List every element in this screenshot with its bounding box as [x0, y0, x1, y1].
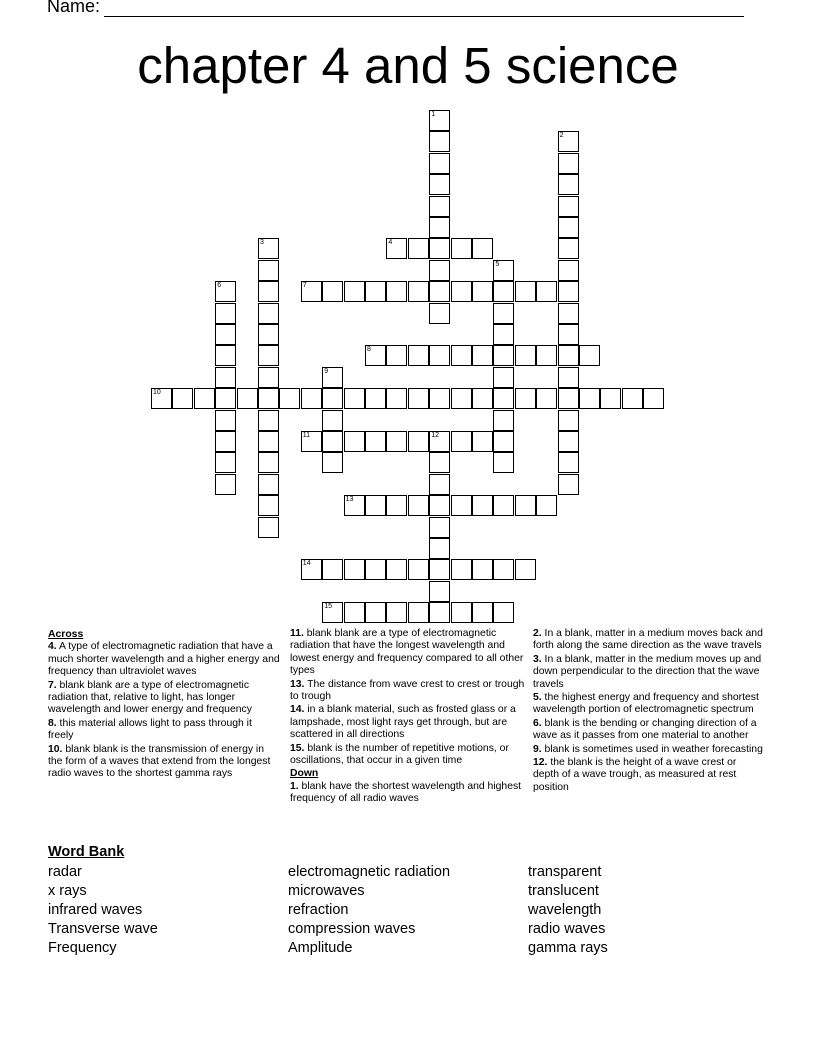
- down-clue: [290, 781, 526, 806]
- down-clue: [533, 718, 765, 743]
- grid-cell[interactable]: [472, 431, 493, 452]
- grid-cell[interactable]: [558, 217, 579, 238]
- grid-cell[interactable]: [322, 431, 343, 452]
- grid-cell[interactable]: [365, 559, 386, 580]
- across-heading: Across: [48, 629, 84, 640]
- grid-cell[interactable]: [472, 388, 493, 409]
- grid-cell[interactable]: [215, 345, 236, 366]
- grid-cell[interactable]: [579, 345, 600, 366]
- grid-cell[interactable]: [558, 260, 579, 281]
- grid-cell[interactable]: [451, 431, 472, 452]
- clue-text: blank have the shortest wavelength and highest frequency of all radio waves: [290, 780, 522, 805]
- down-clue: [533, 744, 765, 756]
- clue-text: the highest energy and frequency and shortest wavelength portion of electromagnetic spectrum: [533, 692, 759, 716]
- grid-cell[interactable]: [558, 196, 579, 217]
- down-clue: [533, 628, 765, 653]
- grid-cell[interactable]: [472, 495, 493, 516]
- grid-cell[interactable]: [429, 153, 450, 174]
- grid-cell[interactable]: [558, 281, 579, 302]
- clue-text: The distance from wave crest to crest or trough to trough: [290, 678, 525, 703]
- grid-cell[interactable]: [386, 388, 407, 409]
- grid-cell[interactable]: [643, 388, 664, 409]
- word-bank-column-1: [48, 863, 158, 958]
- clue-text: blank blank are a type of electromagnetic radiation that, relative to light, has longer wavelength and lower energy and frequency: [48, 679, 252, 716]
- down-clues-column-2: [533, 628, 765, 795]
- grid-cell[interactable]: [429, 303, 450, 324]
- grid-cell[interactable]: [386, 345, 407, 366]
- clue-text: A type of electromagnetic radiation that have a much shorter wavelength and a higher energy and frequency than ultraviolet waves: [48, 641, 280, 678]
- grid-cell[interactable]: [515, 281, 536, 302]
- word-bank-item: Amplitude: [288, 940, 353, 956]
- grid-cell[interactable]: [258, 495, 279, 516]
- grid-cell[interactable]: [151, 388, 172, 409]
- word-bank-item: electromagnetic radiation: [288, 864, 451, 880]
- grid-cell[interactable]: [344, 388, 365, 409]
- clue-number: 10.: [48, 743, 63, 755]
- grid-cell[interactable]: [429, 238, 450, 259]
- grid-cell[interactable]: [493, 559, 514, 580]
- page-title: chapter 4 and 5 science: [137, 37, 679, 94]
- grid-cell[interactable]: [558, 367, 579, 388]
- grid-cell[interactable]: [408, 431, 429, 452]
- grid-cell[interactable]: [429, 196, 450, 217]
- grid-cell[interactable]: [429, 495, 450, 516]
- grid-cell[interactable]: [408, 345, 429, 366]
- clue-number: 7.: [48, 679, 57, 691]
- grid-cell[interactable]: [258, 281, 279, 302]
- clue-number: 8: [367, 346, 371, 354]
- grid-cell[interactable]: [322, 388, 343, 409]
- grid-cell[interactable]: [408, 495, 429, 516]
- clue-text: the blank is the height of a wave crest or depth of a wave trough, as measured at rest position: [533, 757, 737, 793]
- grid-cell[interactable]: [472, 238, 493, 259]
- word-bank-item: radar: [48, 864, 82, 880]
- grid-cell[interactable]: [493, 345, 514, 366]
- grid-cell[interactable]: [429, 260, 450, 281]
- grid-cell[interactable]: [472, 345, 493, 366]
- grid-cell[interactable]: [215, 388, 236, 409]
- across-clues-column-1: [48, 628, 280, 782]
- grid-cell[interactable]: [408, 559, 429, 580]
- clues-column-2: [290, 628, 526, 807]
- grid-cell[interactable]: [322, 602, 343, 623]
- word-bank-item: microwaves: [288, 883, 365, 899]
- grid-cell[interactable]: [493, 431, 514, 452]
- clue-number: 6: [217, 282, 222, 290]
- down-clue: [533, 757, 765, 794]
- grid-cell[interactable]: [451, 345, 472, 366]
- grid-cell[interactable]: [536, 388, 557, 409]
- name-label: Name:: [47, 0, 101, 16]
- across-clue: [290, 704, 526, 741]
- grid-cell[interactable]: [472, 281, 493, 302]
- grid-cell[interactable]: [558, 388, 579, 409]
- clue-number: 11.: [290, 628, 304, 639]
- grid-cell[interactable]: [301, 281, 322, 302]
- grid-cell[interactable]: [429, 452, 450, 473]
- grid-cell[interactable]: [429, 581, 450, 602]
- grid-cell[interactable]: [258, 517, 279, 538]
- grid-cell[interactable]: [472, 602, 493, 623]
- grid-cell[interactable]: [365, 345, 386, 366]
- grid-cell[interactable]: [386, 559, 407, 580]
- grid-cell[interactable]: [258, 260, 279, 281]
- clue-number: 5: [495, 260, 500, 268]
- grid-cell[interactable]: [429, 431, 450, 452]
- grid-cell[interactable]: [429, 559, 450, 580]
- word-bank-item: infrared waves: [48, 902, 143, 918]
- clue-text: this material allows light to pass through it freely: [48, 717, 252, 742]
- grid-cell[interactable]: [493, 495, 514, 516]
- grid-cell[interactable]: [258, 388, 279, 409]
- grid-cell[interactable]: [386, 431, 407, 452]
- grid-cell[interactable]: [322, 367, 343, 388]
- grid-cell[interactable]: [258, 324, 279, 345]
- clue-number: 5.: [533, 692, 542, 704]
- clue-text: blank is sometimes used in weather forecasting: [541, 743, 763, 755]
- grid-cell[interactable]: [215, 474, 236, 495]
- grid-cell[interactable]: [429, 517, 450, 538]
- clue-text: in a blank material, such as frosted glass or a lampshade, most light rays get through, but are scattered in all directions: [290, 704, 516, 741]
- grid-cell[interactable]: [429, 602, 450, 623]
- grid-cell[interactable]: [493, 410, 514, 431]
- grid-cell[interactable]: [600, 388, 621, 409]
- grid-cell[interactable]: [408, 281, 429, 302]
- grid-cell[interactable]: [493, 260, 514, 281]
- down-clue: [533, 692, 765, 717]
- grid-cell[interactable]: [558, 174, 579, 195]
- grid-cell[interactable]: [429, 388, 450, 409]
- grid-cell[interactable]: [558, 324, 579, 345]
- grid-cell[interactable]: [386, 238, 407, 259]
- grid-cell[interactable]: [408, 388, 429, 409]
- grid-cell[interactable]: [258, 431, 279, 452]
- clue-number: 4.: [48, 641, 57, 653]
- grid-cell[interactable]: [451, 388, 472, 409]
- grid-cell[interactable]: [215, 452, 236, 473]
- grid-cell[interactable]: [386, 602, 407, 623]
- word-bank-item: gamma rays: [528, 940, 608, 956]
- clue-number: 1.: [290, 780, 299, 792]
- grid-cell[interactable]: [429, 474, 450, 495]
- word-bank-item: radio waves: [528, 921, 606, 937]
- grid-cell[interactable]: [451, 559, 472, 580]
- grid-cell[interactable]: [258, 238, 279, 259]
- clue-number: 11: [302, 432, 311, 439]
- grid-cell[interactable]: [215, 281, 236, 302]
- grid-cell[interactable]: [451, 238, 472, 259]
- grid-cell[interactable]: [301, 559, 322, 580]
- grid-cell[interactable]: [322, 452, 343, 473]
- clue-number: 1: [431, 111, 436, 118]
- grid-cell[interactable]: [536, 495, 557, 516]
- grid-cell[interactable]: [258, 345, 279, 366]
- word-bank-item: compression waves: [288, 921, 416, 937]
- word-bank-title: Word Bank: [48, 844, 125, 860]
- grid-cell[interactable]: [558, 238, 579, 259]
- grid-cell[interactable]: [429, 217, 450, 238]
- grid-cell[interactable]: [558, 153, 579, 174]
- grid-cell[interactable]: [429, 131, 450, 152]
- grid-cell[interactable]: [493, 367, 514, 388]
- grid-cell[interactable]: [493, 303, 514, 324]
- clue-text: In a blank, matter in a medium moves back and forth along the same direction as the wave travels: [533, 628, 763, 652]
- grid-cell[interactable]: [408, 238, 429, 259]
- grid-cell[interactable]: [558, 131, 579, 152]
- grid-cell[interactable]: [365, 281, 386, 302]
- across-clue: [48, 744, 280, 781]
- grid-cell[interactable]: [558, 410, 579, 431]
- clue-number: 15.: [290, 742, 305, 754]
- clue-number: 3.: [533, 653, 542, 665]
- clue-number: 3: [260, 239, 264, 247]
- grid-cell[interactable]: [237, 388, 258, 409]
- grid-cell[interactable]: [258, 410, 279, 431]
- grid-cell[interactable]: [515, 559, 536, 580]
- grid-cell[interactable]: [258, 303, 279, 324]
- clue-number: 13: [345, 496, 354, 504]
- grid-cell[interactable]: [493, 602, 514, 623]
- grid-cell[interactable]: [493, 452, 514, 473]
- clue-number: 9.: [533, 743, 542, 755]
- across-clue: [290, 743, 526, 768]
- grid-cell[interactable]: [258, 452, 279, 473]
- word-bank-item: wavelength: [528, 902, 602, 918]
- grid-cell[interactable]: [429, 345, 450, 366]
- grid-cell[interactable]: [579, 388, 600, 409]
- grid-cell[interactable]: [408, 602, 429, 623]
- clue-number: 10: [153, 389, 161, 397]
- grid-cell[interactable]: [515, 495, 536, 516]
- grid-cell[interactable]: [429, 174, 450, 195]
- clue-number: 7: [302, 282, 307, 290]
- word-bank-item: Frequency: [48, 940, 117, 956]
- word-bank-column-2: [288, 863, 450, 958]
- grid-cell[interactable]: [558, 452, 579, 473]
- word-bank-item: translucent: [528, 883, 599, 899]
- across-clue: [290, 628, 526, 678]
- clue-number: 8.: [48, 717, 57, 729]
- grid-cell[interactable]: [344, 431, 365, 452]
- grid-cell[interactable]: [365, 431, 386, 452]
- clue-number: 6.: [533, 717, 542, 729]
- across-clue: [48, 641, 280, 678]
- grid-cell[interactable]: [558, 345, 579, 366]
- word-bank-item: x rays: [48, 883, 87, 899]
- grid-cell[interactable]: [365, 495, 386, 516]
- grid-cell[interactable]: [301, 431, 322, 452]
- grid-cell[interactable]: [536, 281, 557, 302]
- grid-cell[interactable]: [344, 281, 365, 302]
- grid-cell[interactable]: [258, 474, 279, 495]
- across-clue: [48, 718, 280, 743]
- grid-cell[interactable]: [215, 303, 236, 324]
- grid-cell[interactable]: [558, 474, 579, 495]
- grid-cell[interactable]: [515, 345, 536, 366]
- grid-cell[interactable]: [429, 281, 450, 302]
- clue-number: 14: [302, 560, 311, 568]
- grid-cell[interactable]: [493, 388, 514, 409]
- clue-text: In a blank, matter in the medium moves up and down perpendicular to the direction that the wave travels: [533, 653, 762, 690]
- grid-cell[interactable]: [386, 495, 407, 516]
- grid-cell[interactable]: [322, 410, 343, 431]
- clue-text: blank blank are a type of electromagnetic radiation that have the longest wavelength and lowest energy and frequency compared to all other types: [290, 628, 524, 677]
- grid-cell[interactable]: [386, 281, 407, 302]
- clue-number: 15: [324, 603, 332, 611]
- grid-cell[interactable]: [429, 538, 450, 559]
- grid-cell[interactable]: [258, 367, 279, 388]
- across-clue: [48, 680, 280, 717]
- grid-cell[interactable]: [515, 388, 536, 409]
- grid-cell[interactable]: [558, 303, 579, 324]
- grid-cell[interactable]: [344, 602, 365, 623]
- clue-number: 13.: [290, 678, 305, 690]
- grid-cell[interactable]: [322, 281, 343, 302]
- grid-cell[interactable]: [365, 602, 386, 623]
- clue-number: 9: [324, 367, 329, 375]
- grid-cell[interactable]: [536, 345, 557, 366]
- down-heading: Down: [290, 768, 319, 780]
- clue-number: 4: [388, 239, 393, 247]
- grid-cell[interactable]: [493, 281, 514, 302]
- clue-number: 12: [431, 432, 439, 439]
- clue-text: blank is the bending or changing direction of a wave as it passes from one material to another: [533, 717, 757, 742]
- grid-cell[interactable]: [429, 110, 450, 131]
- grid-cell[interactable]: [322, 559, 343, 580]
- across-clue: [290, 679, 526, 704]
- clue-number: 12.: [533, 757, 548, 769]
- grid-cell[interactable]: [451, 495, 472, 516]
- grid-cell[interactable]: [172, 388, 193, 409]
- grid-cell[interactable]: [279, 388, 300, 409]
- clue-text: blank blank is the transmission of energy in the form of a waves that extend from the longest radio waves to the shortest gamma rays: [48, 743, 271, 780]
- grid-cell[interactable]: [215, 431, 236, 452]
- grid-cell[interactable]: [215, 324, 236, 345]
- word-bank-item: transparent: [528, 864, 602, 880]
- grid-cell[interactable]: [493, 324, 514, 345]
- clue-text: blank is the number of repetitive motions, or oscillations, that occur in a given time: [290, 742, 509, 767]
- grid-cell[interactable]: [194, 388, 215, 409]
- grid-cell[interactable]: [558, 431, 579, 452]
- clue-number: 14.: [290, 704, 305, 716]
- grid-cell[interactable]: [451, 281, 472, 302]
- grid-cell[interactable]: [622, 388, 643, 409]
- word-bank-item: Transverse wave: [48, 921, 158, 937]
- word-bank-column-3: [528, 863, 608, 958]
- grid-cell[interactable]: [215, 367, 236, 388]
- grid-cell[interactable]: [215, 410, 236, 431]
- clue-number: 2.: [533, 628, 542, 639]
- clue-number: 2: [559, 132, 564, 140]
- grid-cell[interactable]: [344, 559, 365, 580]
- grid-cell[interactable]: [301, 388, 322, 409]
- grid-cell[interactable]: [451, 602, 472, 623]
- word-bank-item: refraction: [288, 902, 349, 918]
- grid-cell[interactable]: [365, 388, 386, 409]
- grid-cell[interactable]: [344, 495, 365, 516]
- down-clue: [533, 654, 765, 691]
- grid-cell[interactable]: [472, 559, 493, 580]
